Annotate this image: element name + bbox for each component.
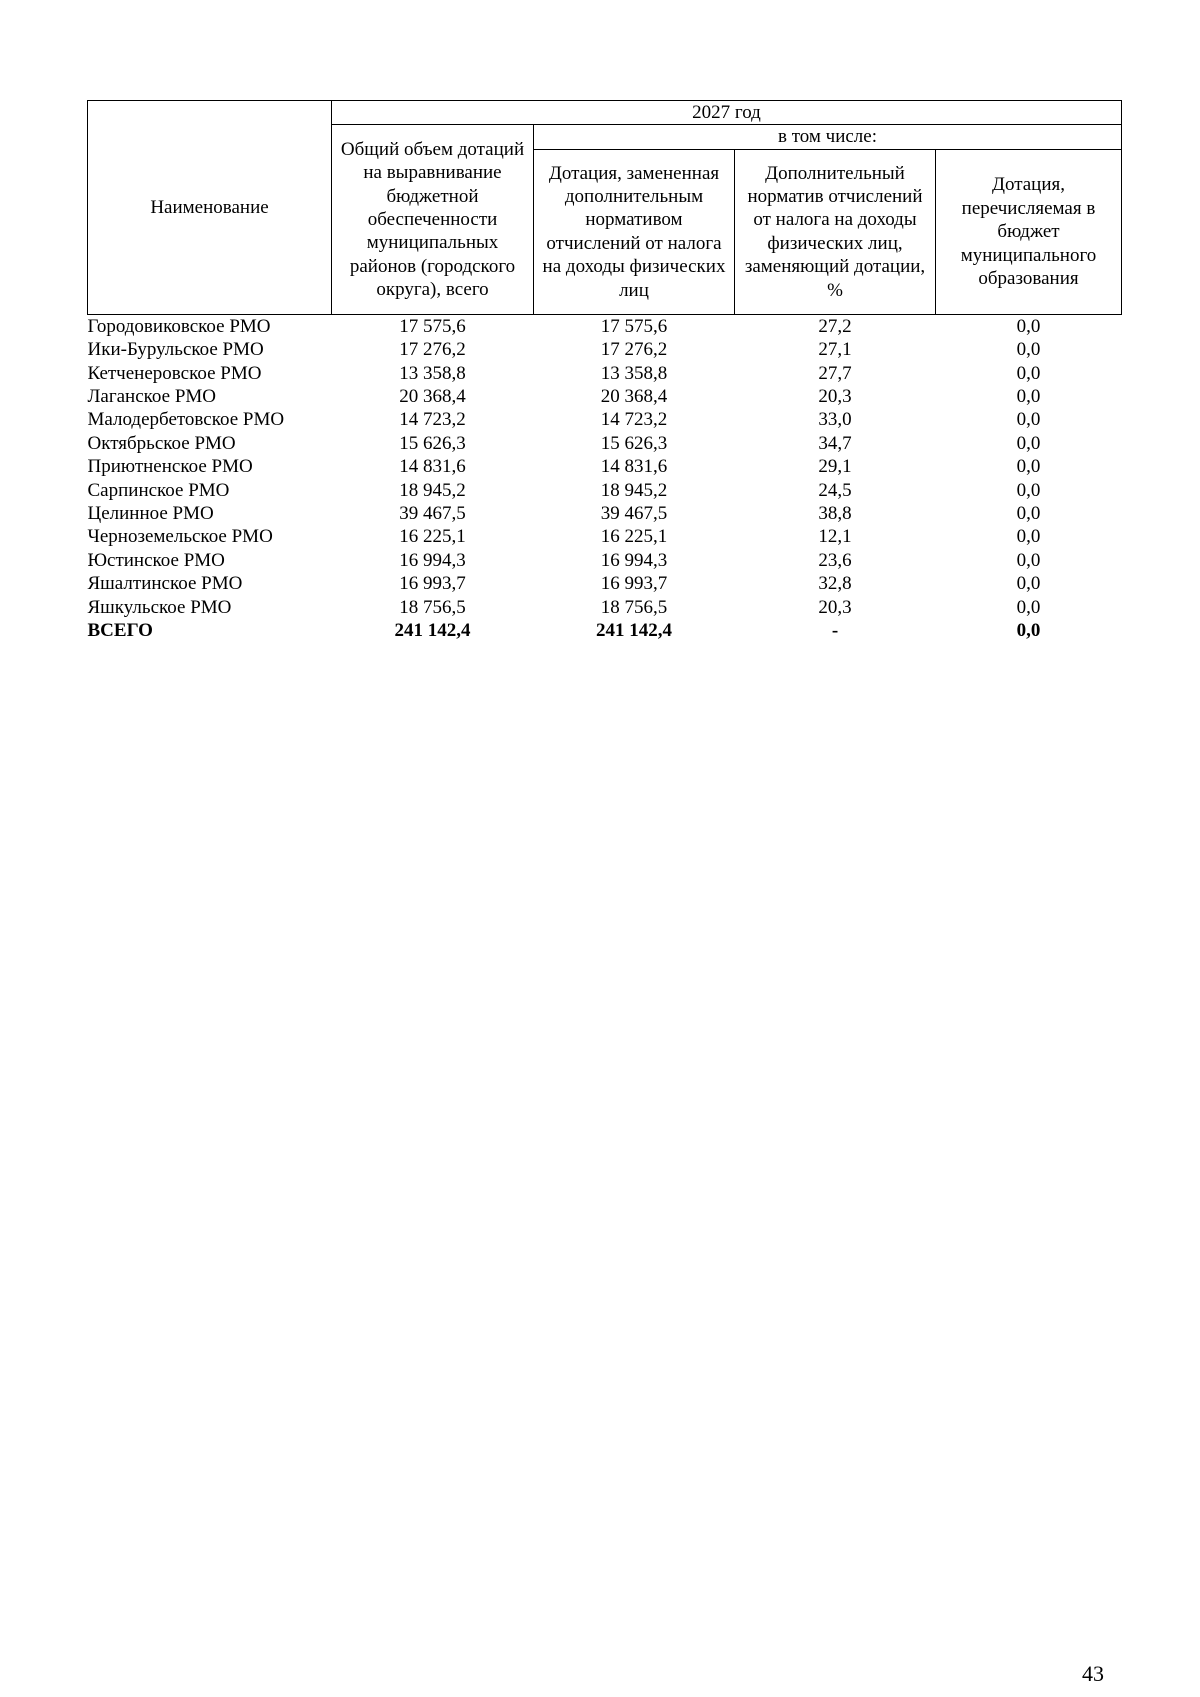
page-number: 43 [1082,1661,1104,1686]
row-transfer: 0,0 [1016,456,1041,478]
row-total: 18 945,2 [399,479,466,501]
row-total: 14 723,2 [399,409,466,431]
row-total: 18 756,5 [399,596,466,618]
row-transfer: 0,0 [1016,362,1041,384]
row-replaced: 13 358,8 [600,362,668,384]
table-row [88,572,1122,595]
header-including: в том числе: [534,125,1122,149]
table-row [88,596,1122,619]
table-header [88,101,1122,315]
row-norm: 20,3 [818,596,852,618]
header-total-subsidy: Общий объем дотаций на выравнивание бюджетной обеспеченности муниципальных районов (городского округа), всего [332,125,534,314]
row-total: 241 142,4 [394,620,471,642]
row-replaced: 17 575,6 [600,315,668,337]
row-total: 16 994,3 [399,549,466,571]
row-transfer: 0,0 [1016,479,1041,501]
row-transfer: 0,0 [1016,386,1041,408]
row-transfer: 0,0 [1016,503,1041,525]
row-name: Городовиковское РМО [87,315,271,337]
row-total: 20 368,4 [399,386,466,408]
row-transfer: 0,0 [1016,596,1041,618]
row-total: 17 575,6 [399,315,466,337]
row-norm: 38,8 [818,503,852,525]
row-transfer: 0,0 [1016,549,1041,571]
table-row [88,338,1122,361]
row-name: Сарпинское РМО [87,479,230,501]
table-row [88,455,1122,478]
row-name: Лаганское РМО [87,386,217,408]
row-total: 15 626,3 [399,432,466,454]
row-replaced: 241 142,4 [596,620,672,642]
header-name: Наименование [88,101,332,315]
row-total: 14 831,6 [399,456,466,478]
row-total: 16 225,1 [399,526,466,548]
row-total: 17 276,2 [399,339,466,361]
table-row [88,385,1122,408]
header-replaced-subsidy: Дотация, замененная дополнительным нормативом отчислений от налога на доходы физических лиц [534,149,735,314]
row-replaced: 39 467,5 [600,503,668,525]
row-replaced: 14 831,6 [600,456,668,478]
row-transfer: 0,0 [1016,432,1041,454]
row-norm: 24,5 [818,479,852,501]
row-transfer: 0,0 [1016,315,1041,337]
row-total: 16 993,7 [399,573,466,595]
row-replaced: 15 626,3 [600,432,668,454]
header-additional-norm: Дополнительный норматив отчислений от налога на доходы физических лиц, заменяющий дотации, % [735,149,936,314]
row-transfer: 0,0 [1016,339,1041,361]
header-year: 2027 год [332,101,1122,125]
row-name: Ики-Бурульское РМО [87,339,264,361]
row-name: Яшкульское РМО [87,596,232,618]
row-total: 39 467,5 [399,503,466,525]
header-transfer-subsidy: Дотация, перечисляемая в бюджет муниципального образования [936,149,1122,314]
table-row [88,408,1122,431]
table-row [88,314,1122,338]
row-total: 13 358,8 [399,362,466,384]
row-name: ВСЕГО [87,620,153,642]
row-transfer: 0,0 [1016,409,1041,431]
row-name: Целинное РМО [87,503,214,525]
row-norm: - [831,620,839,642]
row-name: Октябрьское РМО [87,432,236,454]
row-transfer: 0,0 [1016,526,1041,548]
table-row [88,479,1122,502]
row-norm: 20,3 [818,386,852,408]
table-row [88,502,1122,525]
row-norm: 23,6 [818,549,852,571]
subsidy-table [87,100,1122,643]
row-name: Кетченеровское РМО [87,362,262,384]
row-transfer: 0,0 [1016,573,1041,595]
row-replaced: 18 945,2 [600,479,668,501]
row-name: Приютненское РМО [87,456,253,478]
row-replaced: 20 368,4 [600,386,668,408]
table-row [88,362,1122,385]
row-name: Черноземельское РМО [87,526,273,548]
row-replaced: 18 756,5 [600,596,668,618]
row-norm: 27,2 [818,315,852,337]
row-name: Яшалтинское РМО [87,573,243,595]
row-norm: 33,0 [818,409,852,431]
row-transfer: 0,0 [1016,620,1041,642]
row-replaced: 16 225,1 [600,526,668,548]
row-replaced: 16 993,7 [600,573,668,595]
row-norm: 32,8 [818,573,852,595]
row-norm: 27,1 [818,339,852,361]
row-name: Юстинское РМО [87,549,225,571]
row-replaced: 16 994,3 [600,549,668,571]
table-body [88,314,1122,642]
row-replaced: 17 276,2 [600,339,668,361]
row-norm: 27,7 [818,362,852,384]
row-norm: 29,1 [818,456,852,478]
total-row [88,619,1122,642]
row-name: Малодербетовское РМО [87,409,285,431]
row-replaced: 14 723,2 [600,409,668,431]
row-norm: 12,1 [818,526,852,548]
table-row [88,432,1122,455]
row-norm: 34,7 [818,432,852,454]
table-row [88,525,1122,548]
table-row [88,549,1122,572]
